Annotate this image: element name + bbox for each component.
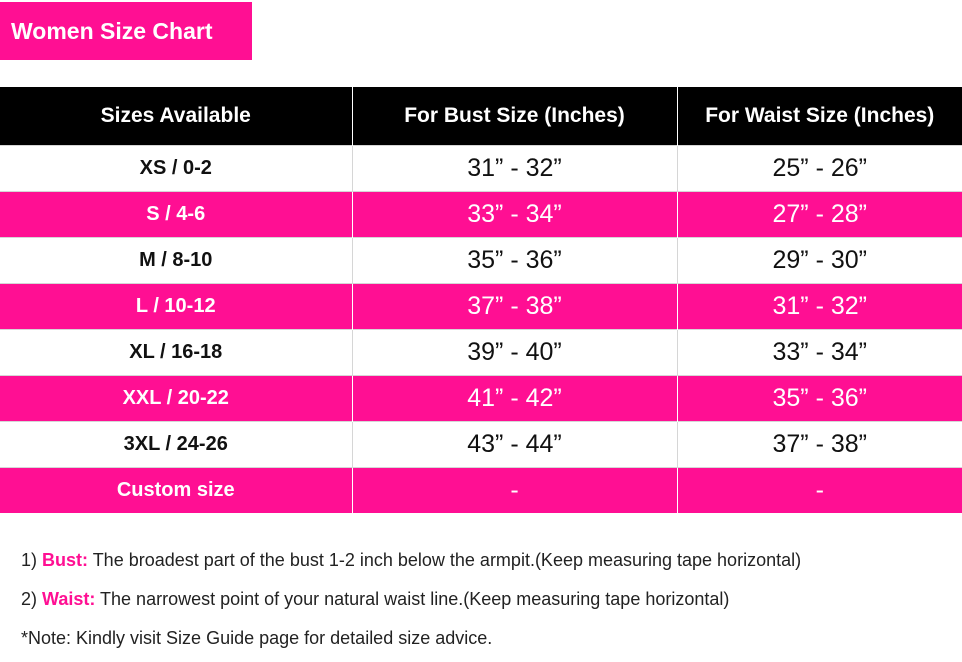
table-row [0, 468, 962, 514]
size-cell: L / 10-12 [0, 284, 352, 330]
page-title: Women Size Chart [0, 2, 252, 60]
waist-cell: 31” - 32” [677, 284, 962, 330]
bust-cell: 39” - 40” [352, 330, 677, 376]
bust-cell: 37” - 38” [352, 284, 677, 330]
table-row [0, 284, 962, 330]
waist-note-prefix: 2) [21, 589, 43, 609]
bust-cell: 33” - 34” [352, 192, 677, 238]
size-chart-table [0, 87, 962, 513]
table-row [0, 146, 962, 192]
size-cell: XS / 0-2 [0, 146, 352, 192]
bust-cell: - [352, 468, 677, 514]
waist-cell: 33” - 34” [677, 330, 962, 376]
table-header-row [0, 87, 962, 146]
bust-note-prefix: 1) [21, 550, 43, 570]
table-row [0, 192, 962, 238]
size-cell: XL / 16-18 [0, 330, 352, 376]
table-row [0, 330, 962, 376]
size-cell: Custom size [0, 468, 352, 514]
size-cell: 3XL / 24-26 [0, 422, 352, 468]
waist-cell: - [677, 468, 962, 514]
size-cell: S / 4-6 [0, 192, 352, 238]
waist-note-key: Waist: [42, 589, 96, 609]
table-row [0, 376, 962, 422]
bust-cell: 31” - 32” [352, 146, 677, 192]
bust-note-text: The broadest part of the bust 1-2 inch below the armpit.(Keep measuring tape horizontal) [88, 550, 802, 570]
table-row [0, 422, 962, 468]
header-waist-size: For Waist Size (Inches) [677, 87, 962, 146]
waist-cell: 35” - 36” [677, 376, 962, 422]
header-sizes-available: Sizes Available [0, 87, 352, 146]
waist-note [21, 584, 956, 623]
size-cell: M / 8-10 [0, 238, 352, 284]
waist-cell: 37” - 38” [677, 422, 962, 468]
waist-cell: 25” - 26” [677, 146, 962, 192]
size-cell: XXL / 20-22 [0, 376, 352, 422]
bust-cell: 41” - 42” [352, 376, 677, 422]
bust-note-key: Bust: [42, 550, 89, 570]
waist-cell: 29” - 30” [677, 238, 962, 284]
waist-cell: 27” - 28” [677, 192, 962, 238]
bust-cell: 43” - 44” [352, 422, 677, 468]
header-bust-size: For Bust Size (Inches) [352, 87, 677, 146]
bust-note [21, 545, 956, 584]
waist-note-text: The narrowest point of your natural waist line.(Keep measuring tape horizontal) [95, 589, 730, 609]
bust-cell: 35” - 36” [352, 238, 677, 284]
table-row [0, 238, 962, 284]
size-guide-footnote: *Note: Kindly visit Size Guide page for detailed size advice. [21, 628, 493, 648]
measurement-notes [21, 545, 956, 662]
